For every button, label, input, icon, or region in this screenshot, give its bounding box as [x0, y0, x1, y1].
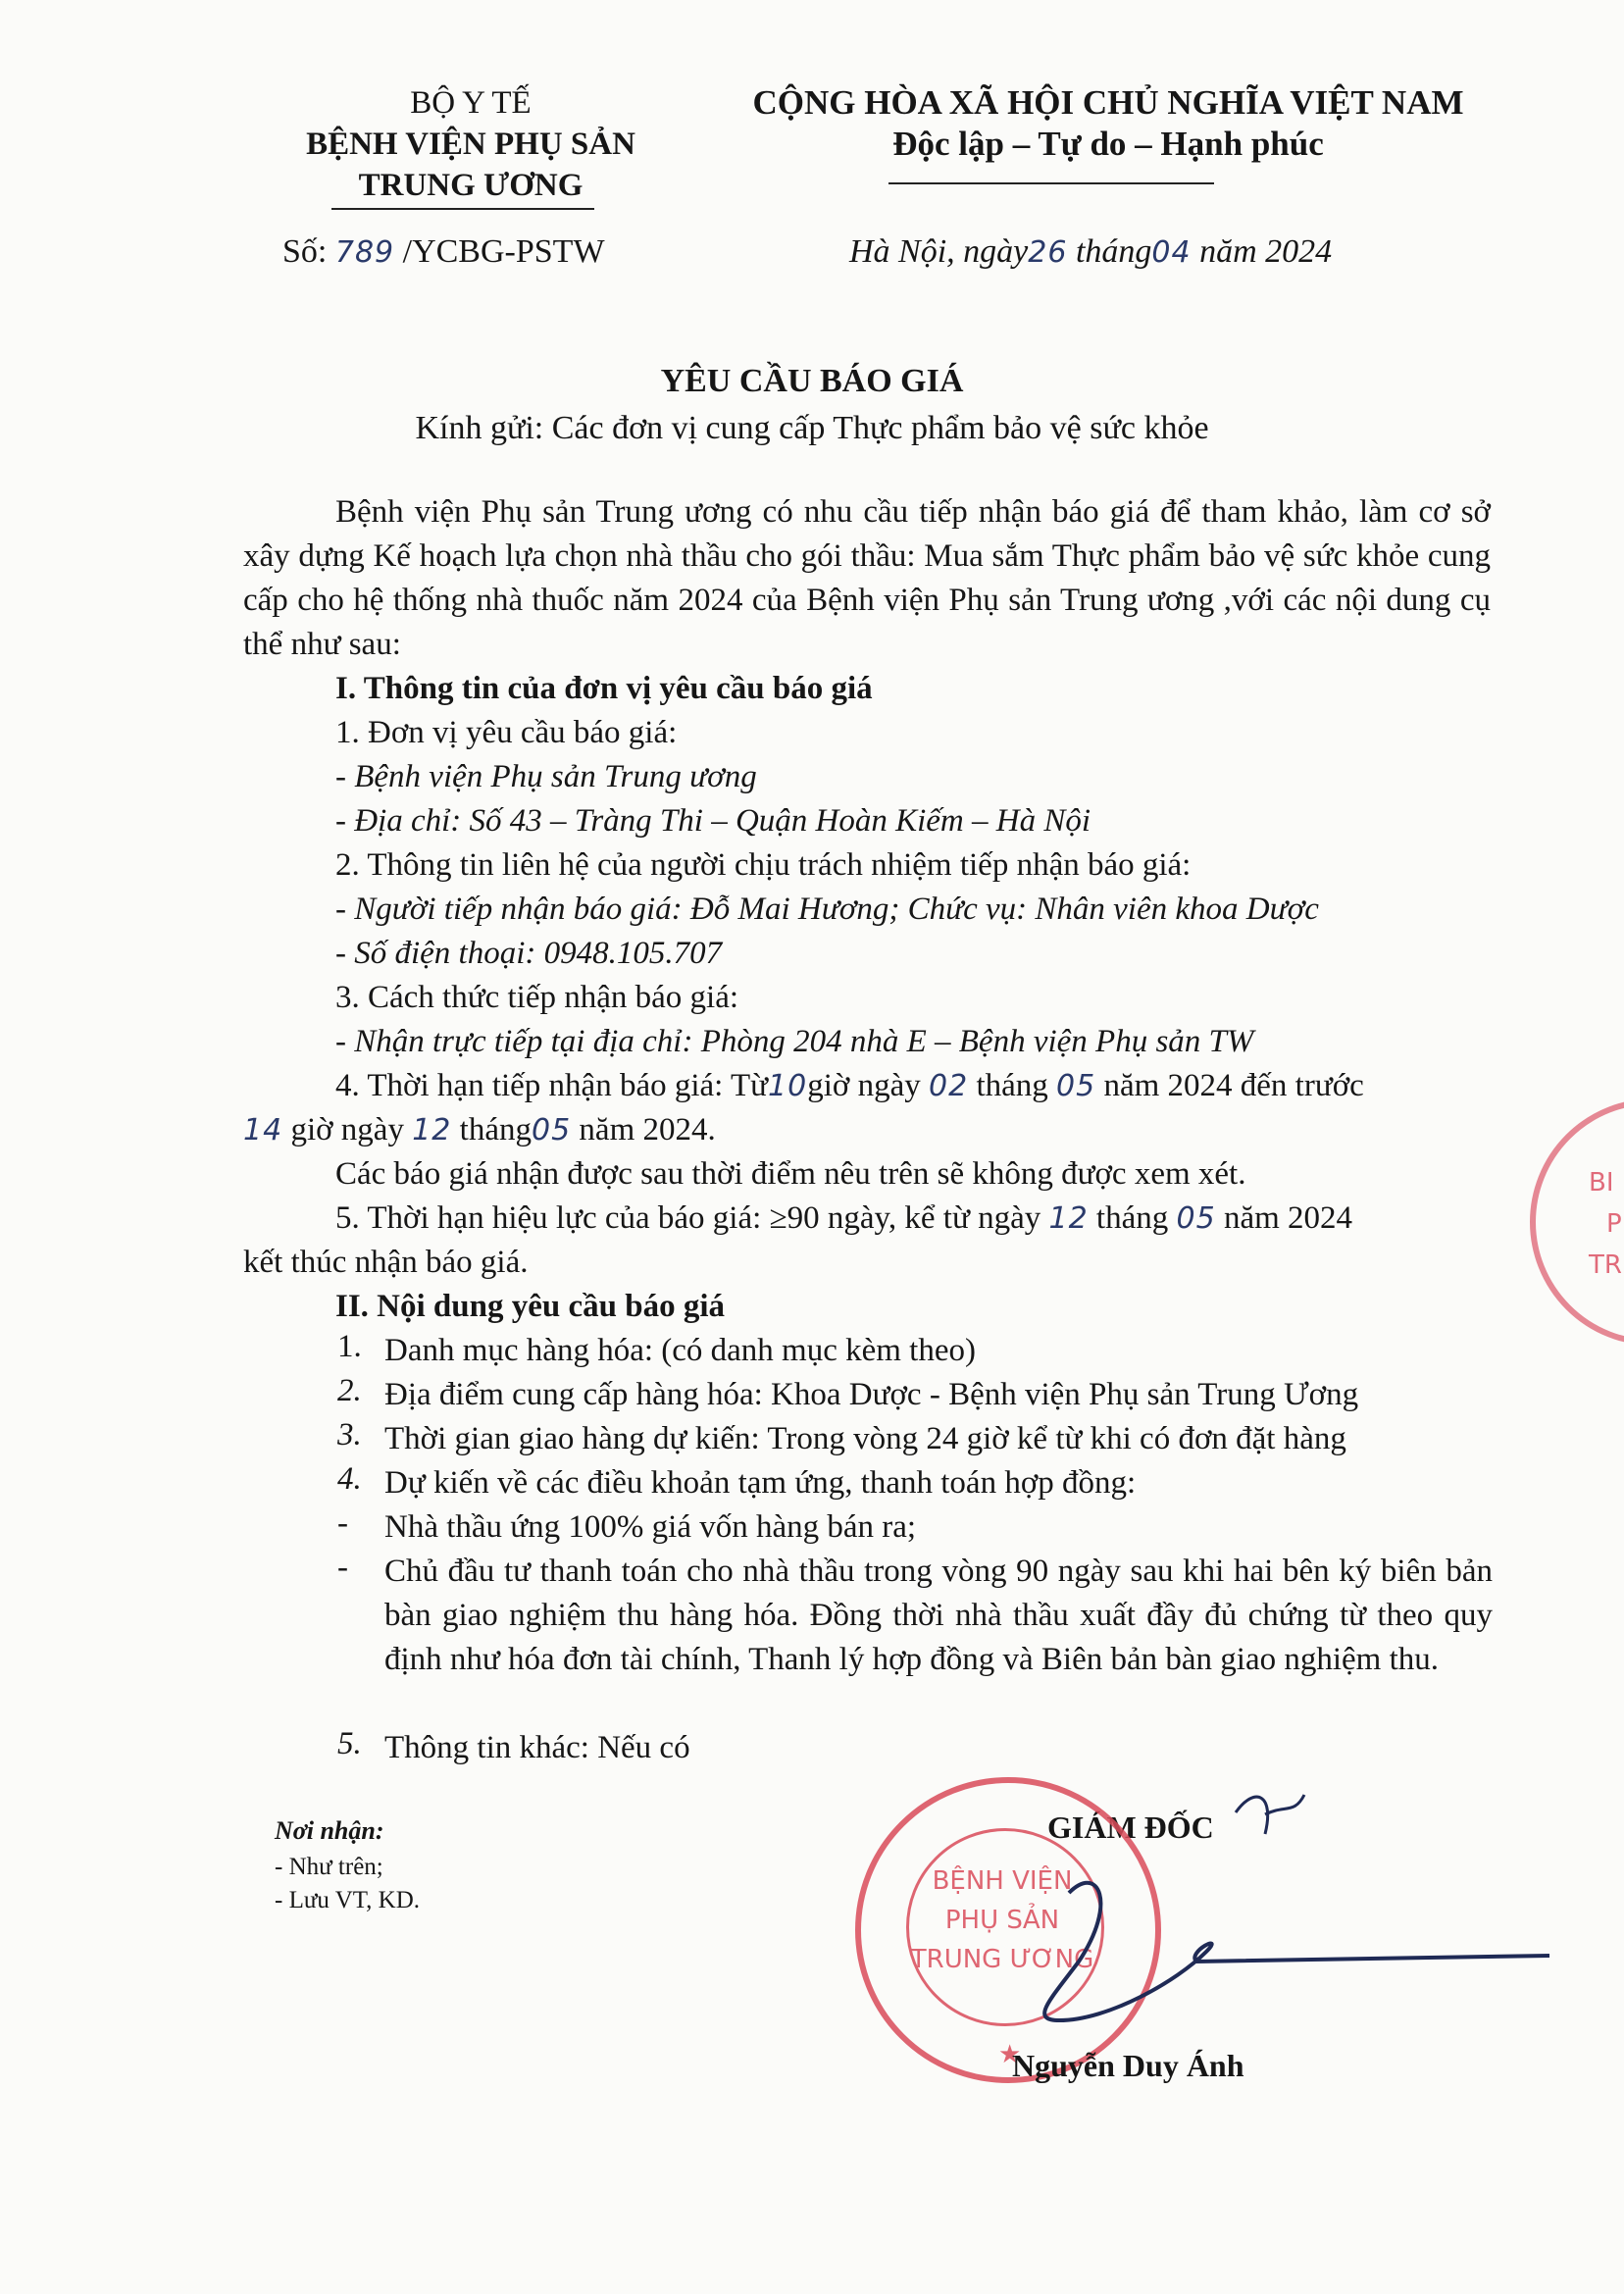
- dash-bullet: -: [337, 1550, 348, 1585]
- seal-line: PHỤ SẢN: [944, 1906, 1060, 1935]
- s2-item-1-text: Danh mục hàng hóa: (có danh mục kèm theo): [384, 1333, 976, 1368]
- country-name: CỘNG HÒA XÃ HỘI CHỦ NGHĨA VIỆT NAM: [752, 83, 1464, 122]
- s2-item-4-num: 4.: [337, 1461, 362, 1497]
- s2-dash-2-text: Chủ đầu tư thanh toán cho nhà thầu trong vòng 90 ngày sau khi hai bên ký biên bản bàn giao nghiệm thu hàng hóa. Đồng thời nhà thầu xuất đầy đủ chứng từ theo quy định như hóa đơn tài chính, Thanh lý hợp đồng và Biên bản bàn giao nghiệm thu.: [384, 1554, 1493, 1677]
- s2-item-2-num: 2.: [337, 1373, 362, 1408]
- s1-item3-method: - Nhận trực tiếp tại địa chỉ: Phòng 204 nhà E – Bệnh viện Phụ sản TW: [335, 1024, 1254, 1059]
- s1-item4-note: Các báo giá nhận được sau thời điểm nêu trên sẽ không được xem xét.: [335, 1156, 1246, 1192]
- national-motto: Độc lập – Tự do – Hạnh phúc: [892, 125, 1324, 163]
- hospital-name-line2: TRUNG ƯƠNG: [358, 168, 584, 203]
- s1-item1: 1. Đơn vị yêu cầu báo giá:: [335, 715, 678, 750]
- recipients-title: Nơi nhận:: [275, 1816, 384, 1845]
- s1-item5-day: 12: [1048, 1201, 1089, 1236]
- s1-item4-hour2: 14: [243, 1113, 283, 1147]
- s1-item4-text-a: 4. Thời hạn tiếp nhận báo giá: Từ: [335, 1068, 769, 1103]
- recipient-line: Kính gửi: Các đơn vị cung cấp Thực phẩm bảo vệ sức khỏe: [415, 410, 1209, 446]
- s2-item-2-text: Địa điểm cung cấp hàng hóa: Khoa Dược - Bệnh viện Phụ sản Trung Ương: [384, 1377, 1359, 1412]
- date-prefix: Hà Nội, ngày: [849, 233, 1029, 270]
- s2-item-3-num: 3.: [337, 1417, 362, 1453]
- doc-no-suffix: /YCBG-PSTW: [402, 233, 605, 270]
- ministry-name: BỘ Y TẾ: [410, 85, 532, 121]
- s1-item4-day1: 02: [929, 1069, 969, 1103]
- s1-item4-text-d: năm 2024 đến trước: [1103, 1068, 1364, 1103]
- seal-line: TRUNG ƯƠNG: [910, 1945, 1094, 1974]
- s1-item4-hour1: 10: [768, 1069, 808, 1103]
- hospital-name-line1: BỆNH VIỆN PHỤ SẢN: [306, 127, 635, 162]
- section2-heading: II. Nội dung yêu cầu báo giá: [335, 1289, 726, 1324]
- s1-item4-text-g: năm 2024.: [579, 1112, 716, 1147]
- partial-stamp-line: BI: [1589, 1168, 1614, 1198]
- date-day: 26: [1028, 235, 1068, 270]
- document-title: YÊU CẦU BÁO GIÁ: [660, 363, 964, 399]
- s2-item-5-num: 5.: [337, 1726, 362, 1761]
- partial-stamp-line: TR: [1589, 1250, 1622, 1280]
- s2-item-4-text: Dự kiến về các điều khoản tạm ứng, thanh toán hợp đồng:: [384, 1465, 1137, 1501]
- dash-bullet: -: [337, 1505, 348, 1541]
- intro-paragraph: Bệnh viện Phụ sản Trung ương có nhu cầu tiếp nhận báo giá để tham khảo, làm cơ sở xây dựng Kế hoạch lựa chọn nhà thầu cho gói thầu: Mua sắm Thực phẩm bảo vệ sức khỏe cung cấp cho hệ thống nhà thuốc năm 2024 của Bệnh viện Phụ sản Trung ương ,với các nội dung cụ thể như sau:: [243, 494, 1491, 662]
- recipient-item: - Như trên;: [275, 1854, 383, 1880]
- s2-item-5-text: Thông tin khác: Nếu có: [384, 1730, 690, 1765]
- s1-item3: 3. Cách thức tiếp nhận báo giá:: [335, 980, 739, 1015]
- s1-item4-text-f: tháng: [459, 1112, 532, 1147]
- s1-item5-line2: kết thúc nhận báo giá.: [243, 1245, 529, 1280]
- s1-item4-month1: 05: [1056, 1069, 1096, 1103]
- s1-item2-phone: - Số điện thoại: 0948.105.707: [335, 936, 723, 971]
- s2-dash-1-text: Nhà thầu ứng 100% giá vốn hàng bán ra;: [384, 1509, 917, 1545]
- doc-no-handwritten: 789: [334, 235, 395, 270]
- s1-item5-text-c: năm 2024: [1223, 1200, 1353, 1236]
- s2-item-1-num: 1.: [337, 1329, 362, 1364]
- date-suffix: năm 2024: [1199, 233, 1333, 270]
- s2-item-3-text: Thời gian giao hàng dự kiến: Trong vòng 24 giờ kể từ khi có đơn đặt hàng: [384, 1421, 1346, 1456]
- s1-item4-month2: 05: [531, 1113, 572, 1147]
- s1-item4-day2: 12: [412, 1113, 452, 1147]
- s1-item4-text-b: giờ ngày: [807, 1068, 921, 1103]
- s1-item2: 2. Thông tin liên hệ của người chịu trách nhiệm tiếp nhận báo giá:: [335, 847, 1192, 883]
- signatory-name: Nguyễn Duy Ánh: [1012, 2048, 1244, 2083]
- partial-stamp-line: P: [1606, 1209, 1622, 1239]
- seal-star-icon: ★: [998, 2040, 1022, 2068]
- s1-item4-text-e: giờ ngày: [290, 1112, 404, 1147]
- s1-item5-text-a: 5. Thời hạn hiệu lực của báo giá: ≥90 ngày, kể từ ngày: [335, 1200, 1041, 1236]
- section1-heading: I. Thông tin của đơn vị yêu cầu báo giá: [335, 671, 873, 706]
- seal-line: BỆNH VIỆN: [932, 1866, 1073, 1896]
- doc-no-prefix: Số:: [282, 233, 328, 270]
- signatory-title: GIÁM ĐỐC: [1047, 1810, 1214, 1845]
- s1-item2-person: - Người tiếp nhận báo giá: Đỗ Mai Hương; Chức vụ: Nhân viên khoa Dược: [335, 892, 1319, 927]
- recipient-item: - Lưu VT, KD.: [275, 1887, 421, 1913]
- s1-item5-text-b: tháng: [1095, 1200, 1169, 1236]
- s1-item1-address: - Địa chỉ: Số 43 – Tràng Thi – Quận Hoàn Kiếm – Hà Nội: [335, 803, 1091, 839]
- s1-item1-name: - Bệnh viện Phụ sản Trung ương: [335, 759, 757, 794]
- date-month-label: tháng: [1075, 233, 1152, 270]
- date-month: 04: [1151, 235, 1192, 270]
- s1-item5-month: 05: [1176, 1201, 1216, 1236]
- s1-item4-text-c: tháng: [976, 1068, 1048, 1103]
